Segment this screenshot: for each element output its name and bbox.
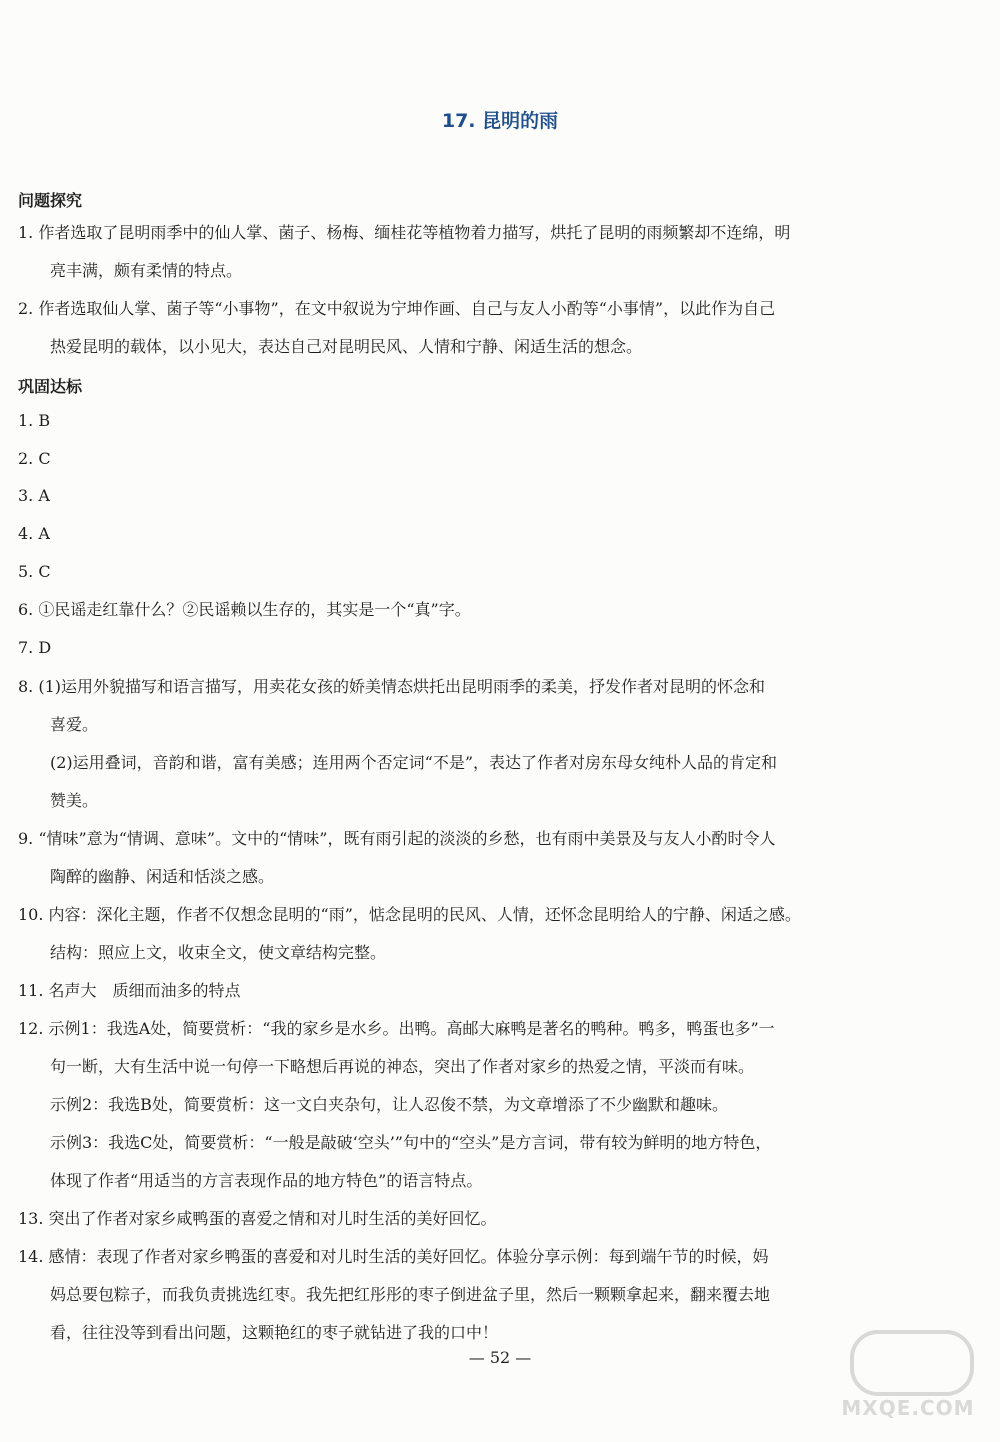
- item-number: 13.: [18, 1209, 44, 1228]
- item-text: 示例1：我选A处，简要赏析：“我的家乡是水乡。出鸭。高邮大麻鸭是著名的鸭种。鸭多，鸭蛋也多”一: [48, 1019, 775, 1038]
- answer-item: [18, 591, 888, 629]
- answer-item: [18, 896, 888, 972]
- item-text: 妈总要包粽子，而我负责挑选红枣。我先把红彤彤的枣子倒进盆子里，然后一颗颗拿起来，翻来覆去地: [50, 1285, 771, 1304]
- answer-item: [18, 1238, 888, 1352]
- item-text: (2)运用叠词，音韵和谐，富有美感；连用两个否定词“不是”，表达了作者对房东母女纯朴人品的肯定和: [50, 753, 778, 772]
- item-text: 名声大 质细而油多的特点: [48, 981, 241, 1000]
- item-number: 1.: [18, 411, 34, 430]
- item-number: 9.: [18, 829, 34, 848]
- page-title: 17. 昆明的雨: [441, 110, 559, 132]
- item-number: 8.: [18, 677, 34, 696]
- item-text: 喜爱。: [50, 715, 99, 734]
- item-text: 体现了作者“用适当的方言表现作品的地方特色”的语言特点。: [50, 1171, 483, 1190]
- item-number: 11.: [18, 981, 44, 1000]
- item-text: 感情：表现了作者对家乡鸭蛋的喜爱和对儿时生活的美好回忆。体验分享示例：每到端午节的时候，妈: [48, 1247, 769, 1266]
- answer-item: [18, 972, 888, 1010]
- item-number: 10.: [18, 905, 44, 924]
- item-text: 看，往往没等到看出问题，这颗艳红的枣子就钻进了我的口中！: [50, 1323, 499, 1342]
- item-text: 作者选取了昆明雨季中的仙人掌、菌子、杨梅、缅桂花等植物着力描写，烘托了昆明的雨频繁却不连绵，明: [38, 223, 791, 242]
- item-number: 2.: [18, 449, 34, 468]
- item-text: 热爱昆明的载体，以小见大，表达自己对昆明民风、人情和宁静、闲适生活的想念。: [50, 337, 643, 356]
- answer-item: [18, 1010, 888, 1200]
- item-text: 句一断，大有生活中说一句停一下略想后再说的神态，突出了作者对家乡的热爱之情，平淡而有味。: [50, 1057, 755, 1076]
- item-text: 赞美。: [50, 791, 99, 810]
- watermark-logo: [838, 1330, 978, 1420]
- item-number: 2.: [18, 299, 34, 318]
- item-text: (1)运用外貌描写和语言描写，用卖花女孩的娇美情态烘托出昆明雨季的柔美，抒发作者对昆明的怀念和: [38, 677, 766, 696]
- item-text: A: [38, 524, 50, 543]
- item-number: 12.: [18, 1019, 44, 1038]
- answer-item: [18, 515, 888, 553]
- answer-item: [18, 290, 888, 366]
- item-text: 作者选取仙人掌、菌子等“小事物”，在文中叙说为宁坤作画、自己与友人小酌等“小事情”，以此作为自己: [38, 299, 776, 318]
- item-number: 14.: [18, 1247, 44, 1266]
- item-number: 3.: [18, 486, 34, 505]
- item-text: 示例2：我选B处，简要赏析：这一文白夹杂句，让人忍俊不禁，为文章增添了不少幽默和趣味。: [50, 1095, 728, 1114]
- item-text: D: [38, 638, 52, 657]
- item-text: C: [38, 562, 51, 581]
- item-number: 4.: [18, 524, 34, 543]
- item-text: “情味”意为“情调、意味”。文中的“情味”，既有雨引起的淡淡的乡愁，也有雨中美景及与友人小酌时令人: [38, 829, 776, 848]
- section-heading-inquiry: 问题探究: [18, 191, 83, 210]
- item-number: 6.: [18, 600, 34, 619]
- item-text: A: [38, 486, 50, 505]
- item-text: 亮丰满，颇有柔情的特点。: [50, 261, 243, 280]
- page-number: — 52 —: [468, 1348, 532, 1367]
- item-text: 内容：深化主题，作者不仅想念昆明的“雨”，惦念昆明的民风、人情，还怀念昆明给人的宁静、闲适之感。: [48, 905, 801, 924]
- answer-item: [18, 820, 888, 896]
- watermark-text: MXQE.COM: [841, 1396, 975, 1420]
- item-text: 结构：照应上文，收束全文，使文章结构完整。: [50, 943, 387, 962]
- item-number: 5.: [18, 562, 34, 581]
- item-text: 陶醉的幽静、闲适和恬淡之感。: [50, 867, 275, 886]
- answer-item: [18, 214, 888, 290]
- item-number: 1.: [18, 223, 34, 242]
- answer-item: [18, 402, 888, 440]
- item-text: 突出了作者对家乡咸鸭蛋的喜爱之情和对儿时生活的美好回忆。: [48, 1209, 497, 1228]
- answer-item: [18, 1200, 888, 1238]
- answer-item: [18, 629, 888, 667]
- answer-item: [18, 553, 888, 591]
- answer-item: [18, 668, 888, 820]
- section-heading-consolidation: 巩固达标: [18, 377, 83, 396]
- item-text: C: [38, 449, 51, 468]
- answer-item: [18, 440, 888, 478]
- item-number: 7.: [18, 638, 34, 657]
- item-text: B: [38, 411, 51, 430]
- item-text: ①民谣走红靠什么？②民谣赖以生存的，其实是一个“真”字。: [38, 600, 471, 619]
- item-text: 示例3：我选C处，简要赏析：“一般是敲破‘空头’”句中的“空头”是方言词，带有较为鲜明的地方特色，: [50, 1133, 772, 1152]
- answer-item: [18, 477, 888, 515]
- watermark-mark-icon: [850, 1330, 974, 1396]
